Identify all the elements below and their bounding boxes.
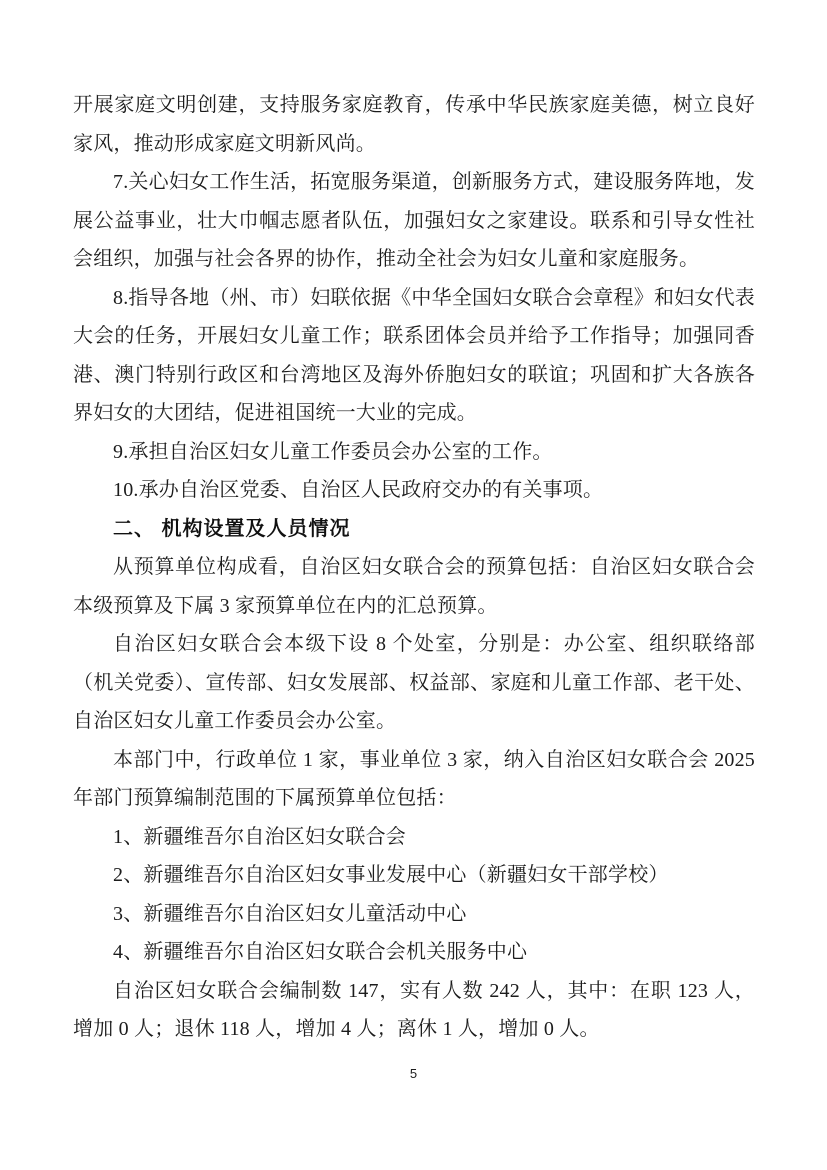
page-number: 5 bbox=[409, 1066, 418, 1081]
paragraph: 本部门中，行政单位 1 家，事业单位 3 家，纳入自治区妇女联合会 2025 年部门预算编制范围的下属预算单位包括： bbox=[73, 748, 755, 809]
list-item: 4、新疆维吾尔自治区妇女联合会机关服务中心 bbox=[113, 941, 528, 963]
document-body bbox=[73, 86, 755, 1049]
paragraph: 从预算单位构成看，自治区妇女联合会的预算包括：自治区妇女联合会本级预算及下属 3 家预算单位在内的汇总预算。 bbox=[73, 556, 755, 617]
paragraph: 7.关心妇女工作生活，拓宽服务渠道，创新服务方式，建设服务阵地，发展公益事业，壮大巾帼志愿者队伍，加强妇女之家建设。联系和引导女性社会组织，加强与社会各界的协作，推动全社会为妇女儿童和家庭服务。 bbox=[73, 171, 755, 270]
paragraph: 8.指导各地（州、市）妇联依据《中华全国妇女联合会章程》和妇女代表大会的任务，开展妇女儿童工作；联系团体会员并给予工作指导；加强同香港、澳门特别行政区和台湾地区及海外侨胞妇女的联谊；巩固和扩大各族各界妇女的大团结，促进祖国统一大业的完成。 bbox=[73, 286, 755, 424]
list-item: 1、新疆维吾尔自治区妇女联合会 bbox=[113, 825, 406, 848]
list-item: 3、新疆维吾尔自治区妇女儿童活动中心 bbox=[113, 902, 467, 925]
paragraph: 9.承担自治区妇女儿童工作委员会办公室的工作。 bbox=[113, 440, 553, 463]
section-heading: 二、 机构设置及人员情况 bbox=[113, 517, 351, 540]
paragraph: 自治区妇女联合会本级下设 8 个处室，分别是：办公室、组织联络部（机关党委）、宣传部、妇女发展部、权益部、家庭和儿童工作部、老干处、自治区妇女儿童工作委员会办公室。 bbox=[73, 633, 755, 732]
paragraph: 10.承办自治区党委、自治区人民政府交办的有关事项。 bbox=[113, 479, 604, 501]
list-item: 2、新疆维吾尔自治区妇女事业发展中心（新疆妇女干部学校） bbox=[113, 864, 669, 886]
paragraph-continued: 开展家庭文明创建，支持服务家庭教育，传承中华民族家庭美德，树立良好家风，推动形成家庭文明新风尚。 bbox=[73, 94, 755, 155]
paragraph: 自治区妇女联合会编制数 147，实有人数 242 人，其中：在职 123 人，增加 0 人；退休 118 人，增加 4 人；离休 1 人，增加 0 人。 bbox=[73, 979, 755, 1040]
